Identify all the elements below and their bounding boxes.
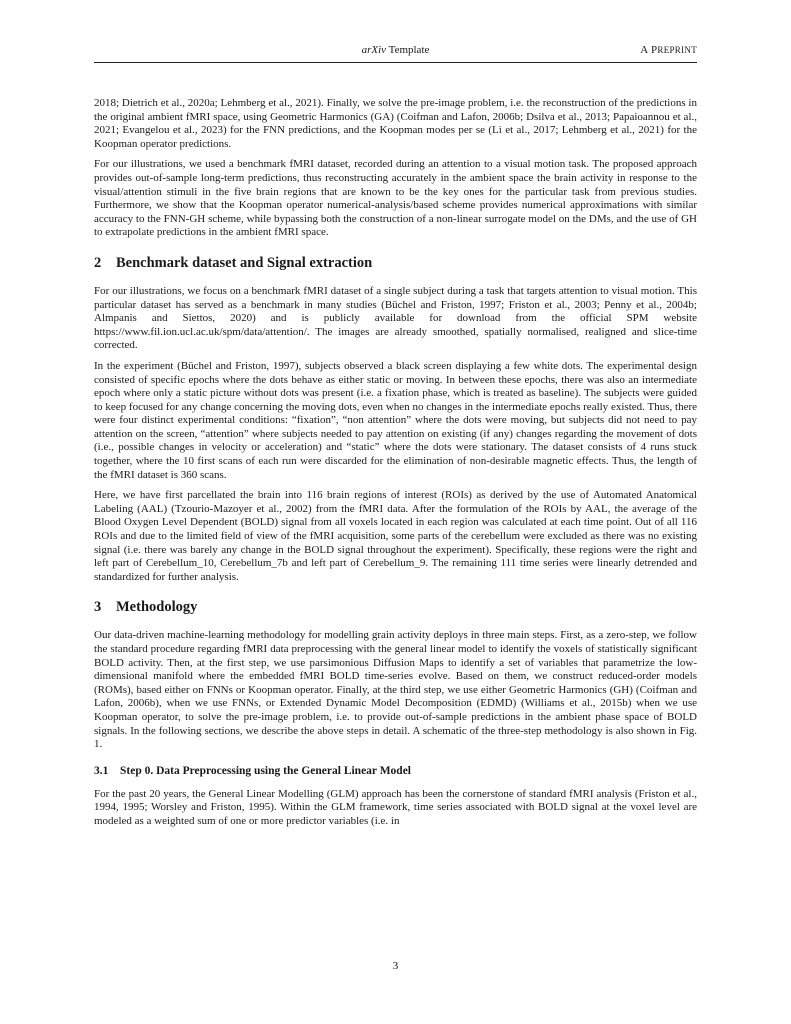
- section-number: 2: [94, 254, 102, 271]
- section-title: Methodology: [116, 599, 198, 616]
- subsection-heading-step0: [94, 764, 697, 778]
- preprint-label: [640, 44, 697, 56]
- paragraph-glm: For the past 20 years, the General Linear Modelling (GLM) approach has been the cornerstone of standard fMRI analysis (Friston et al., 1994, 1995; Worsley and Friston, 1995). Within the GLM framework, time series associated with BOLD signal at the voxel level are modeled as a weighted sum of one or more predictor variables (i.e. in: [94, 787, 697, 827]
- preprint-label-caps: A P: [640, 44, 658, 56]
- section-number: 3: [94, 599, 102, 616]
- paragraph-dataset: For our illustrations, we focus on a benchmark fMRI dataset of a single subject during a task that targets attention to visual motion. This particular dataset has served as a benchmark in many studies (Büchel and Friston, 1997; Friston et al., 2003; Penny et al., 2004b; Almpanis and Siettos, 2020) and is publicly available for download from the official SPM website https://www.fil.ion.ucl.ac.uk/spm/data/attention/. The images are already smoothed, spatially normalised, realigned and slice-time corrected.: [94, 284, 697, 352]
- page-header: [94, 44, 697, 63]
- running-title: [94, 44, 697, 56]
- paragraph-experiment: In the experiment (Büchel and Friston, 1997), subjects observed a black screen displaying a few white dots. The experimental design consisted of specific epochs where the dots behave as either static or moving. In between these epochs, there was also an intermediate epoch where only a static picture without dots was present (i.e. a fixation phase, which is treated as baseline). The subjects were guided to keep focused for any change concerning the moving dots, even when no changes in the intermediate epochs really existed. Thus, there were four distinct experimental conditions: “fixation”, “non attention” where the dots were moving, but subjects did not need to pay attention on the screen, “attention” where subjects needed to pay attention on existing (if any) changes regarding the movement of dots (i.e., possible changes in velocity or acceleration) and “static” where the dots were stationary. The dataset consists of 4 runs stuck together, where the 10 first scans of each run were discarded for the elimination of non-desirable magnetic effects. Thus, the length of the fMRI dataset is 360 scans.: [94, 359, 697, 481]
- paragraph-methodology: Our data-driven machine-learning methodology for modelling grain activity deploys in three main steps. First, as a zero-step, we follow the standard procedure regarding fMRI data preprocessing with the general linear model to identify the voxels of statistically significant BOLD activity. Then, at the first step, we use parsimonious Diffusion Maps to identify a set of variables that parametrize the low-dimensional manifold where the embedded fMRI BOLD time-series evolve. Based on them, we construct reduced-order models (ROMs), based either on FNNs or Koopman operator. Finally, at the third step, we use either Geometric Harmonics (GH) (Coifman and Lafon, 2006b), when we use FNNs, or Extended Dynamic Model Decomposition (EDMD) (Williams et al., 2015b) when we use Koopman operator, to solve the pre-image problem, i.e. to provide out-of-sample predictions in the ambient phase space of BOLD signals. In the following sections, we describe the above steps in detail. A schematic of the three-step methodology is also shown in Fig. 1.: [94, 629, 697, 751]
- preprint-label-smallcaps: REPRINT: [657, 45, 697, 55]
- paragraph-illustrations: For our illustrations, we used a benchmark fMRI dataset, recorded during an attention to a visual motion task. The proposed approach provides out-of-sample long-term predictions, thus reconstructing accurately in the ambient space the brain activity in response to the visual/attention stimuli in the five brain regions that are known to be the key ones for the particular task from previous studies. Furthermore, we show that the Koopman operator numerical-analysis/based scheme provides numerical approximations with similar accuracy to the FNN-GH scheme, while bypassing both the construction of a non-linear surrogate model on the DMs, and the use of GH to extrapolate predictions in the ambient fMRI space.: [94, 158, 697, 239]
- running-title-template: Template: [386, 44, 430, 56]
- paragraph-intro-continued: 2018; Dietrich et al., 2020a; Lehmberg et al., 2021). Finally, we solve the pre-image problem, i.e. the reconstruction of the predictions in the original ambient fMRI space, using Geometric Harmonics (GA) (Coifman and Lafon, 2006b; Dsilva et al., 2013; Papaioannou et al., 2021; Evangelou et al., 2023) for the FNN predictions, and the Koopman modes per se (Li et al., 2017; Lehmberg et al., 2021) for the Koopman operator predictions.: [94, 97, 697, 150]
- paragraph-parcellation: Here, we have first parcellated the brain into 116 brain regions of interest (ROIs) as derived by the use of Automated Anatomical Labeling (AAL) (Tzourio-Mazoyer et al., 2002) from the fMRI data. After the formulation of the ROIs by AAL, the average of the Blood Oxygen Level Dependent (BOLD) signal from all voxels located in each region was calculated at each time point. Out of all 116 ROIs and due to the limited field of view of the fMRI acquisition, some parts of the cerebellum were excluded as there was no existing signal (i.e. there was barely any change in the BOLD signal throughout the experiment). Specifically, these regions were the right and left part of Cerebellum_10, Cerebellum_7b and left part of Cerebellum_9. The remaining 111 time series were linearly detrended and standardized for further analysis.: [94, 489, 697, 583]
- section-heading-benchmark: [94, 255, 697, 272]
- section-heading-methodology: [94, 599, 697, 616]
- running-title-arxiv: arXiv: [361, 44, 387, 56]
- page-body: [94, 97, 697, 836]
- subsection-title: Step 0. Data Preprocessing using the General Linear Model: [120, 764, 412, 777]
- section-title: Benchmark dataset and Signal extraction: [116, 254, 373, 271]
- page-number: 3: [392, 960, 399, 972]
- subsection-number: 3.1: [94, 764, 109, 777]
